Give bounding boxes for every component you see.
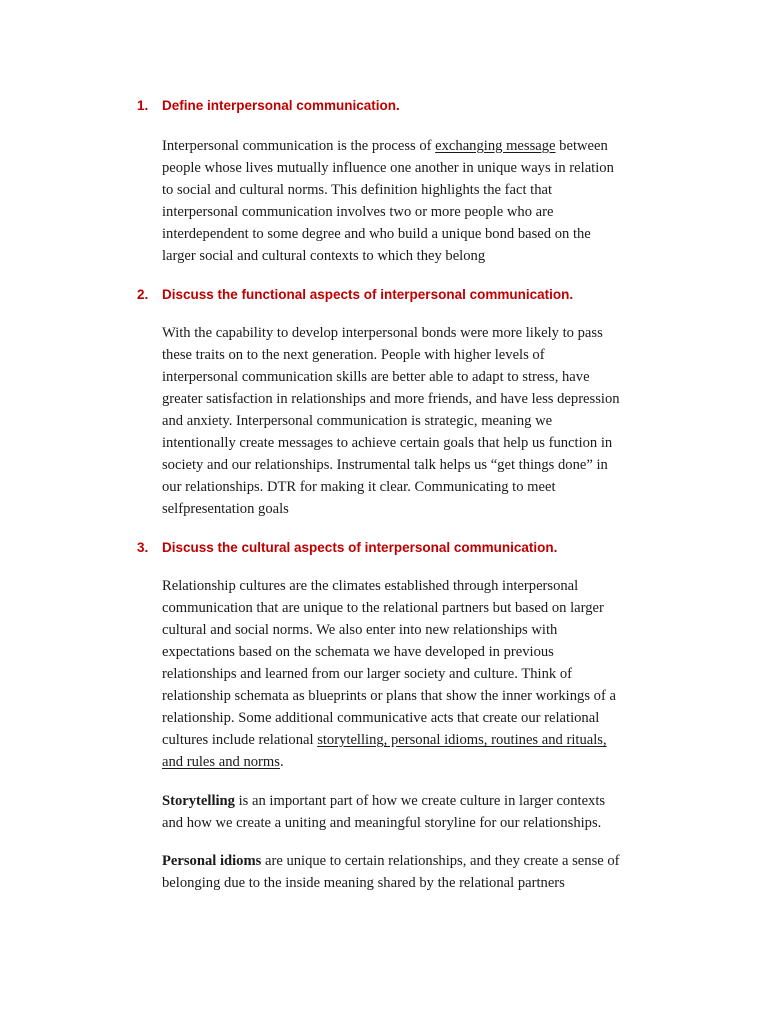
question-number: 3. <box>137 540 149 555</box>
text-line: cultural and social norms. We also enter into new relationships with <box>162 622 558 638</box>
text-line: people whose lives mutually influence one another in unique ways in relation <box>162 160 614 176</box>
bold-term: Personal idioms <box>162 853 262 869</box>
question-title: Define interpersonal communication. <box>162 98 400 113</box>
question-2-heading <box>137 287 573 302</box>
text-line: and anxiety. Interpersonal communication is strategic, meaning we <box>162 413 553 429</box>
underlined-text: and rules and norms <box>162 754 280 770</box>
text-line: society and our relationships. Instrumental talk helps us “get things done” in <box>162 457 608 473</box>
text-line: and how we create a uniting and meaningful storyline for our relationships. <box>162 815 602 831</box>
text-line: interpersonal communication involves two or more people who are <box>162 204 554 220</box>
text-line: expectations based on the schemata we have developed in previous <box>162 644 554 660</box>
underlined-text: exchanging message <box>435 138 556 154</box>
storytelling-paragraph <box>162 790 662 834</box>
answer-3-paragraph <box>162 575 662 773</box>
bold-term: Storytelling <box>162 793 235 809</box>
text-run: between <box>555 138 608 154</box>
question-number: 1. <box>137 98 149 113</box>
answer-2-paragraph <box>162 322 662 520</box>
text-line: to social and cultural norms. This definition highlights the fact that <box>162 182 553 198</box>
text-line: relationship. Some additional communicative acts that create our relational <box>162 710 600 726</box>
text-line: With the capability to develop interpersonal bonds were more likely to pass <box>162 325 603 341</box>
text-line: belonging due to the inside meaning shared by the relational partners <box>162 875 565 891</box>
text-line: greater satisfaction in relationships and more friends, and have less depression <box>162 391 620 407</box>
text-run: is an important part of how we create culture in larger contexts <box>234 793 606 809</box>
text-run: cultures include relational <box>162 732 318 748</box>
question-title: Discuss the functional aspects of interpersonal communication. <box>162 287 574 302</box>
text-line: relationship schemata as blueprints or plans that show the inner workings of a <box>162 688 616 704</box>
text-run: Interpersonal communication is the process of <box>162 138 436 154</box>
question-1-heading <box>137 98 400 113</box>
underlined-text: storytelling, personal idioms, routines and rituals, <box>317 732 607 748</box>
text-line: our relationships. DTR for making it clear. Communicating to meet <box>162 479 556 495</box>
text-run: . <box>279 754 284 770</box>
text-line: interpersonal communication skills are better able to adapt to stress, have <box>162 369 590 385</box>
text-line: selfpresentation goals <box>162 501 289 517</box>
text-line: intentionally create messages to achieve certain goals that help us function in <box>162 435 613 451</box>
question-title: Discuss the cultural aspects of interpersonal communication. <box>162 540 558 555</box>
question-3-heading <box>137 540 557 555</box>
question-number: 2. <box>137 287 149 302</box>
answer-1-paragraph <box>162 135 662 267</box>
text-line: Relationship cultures are the climates established through interpersonal <box>162 578 579 594</box>
personal-idioms-paragraph <box>162 850 662 894</box>
text-run: are unique to certain relationships, and they create a sense of <box>261 853 620 869</box>
text-line: larger social and cultural contexts to which they belong <box>162 248 486 264</box>
text-line: these traits on to the next generation. People with higher levels of <box>162 347 545 363</box>
text-line: communication that are unique to the relational partners but based on larger <box>162 600 604 616</box>
text-line: relationships and learned from our larger society and culture. Think of <box>162 666 572 682</box>
text-line: interdependent to some degree and who build a unique bond based on the <box>162 226 591 242</box>
